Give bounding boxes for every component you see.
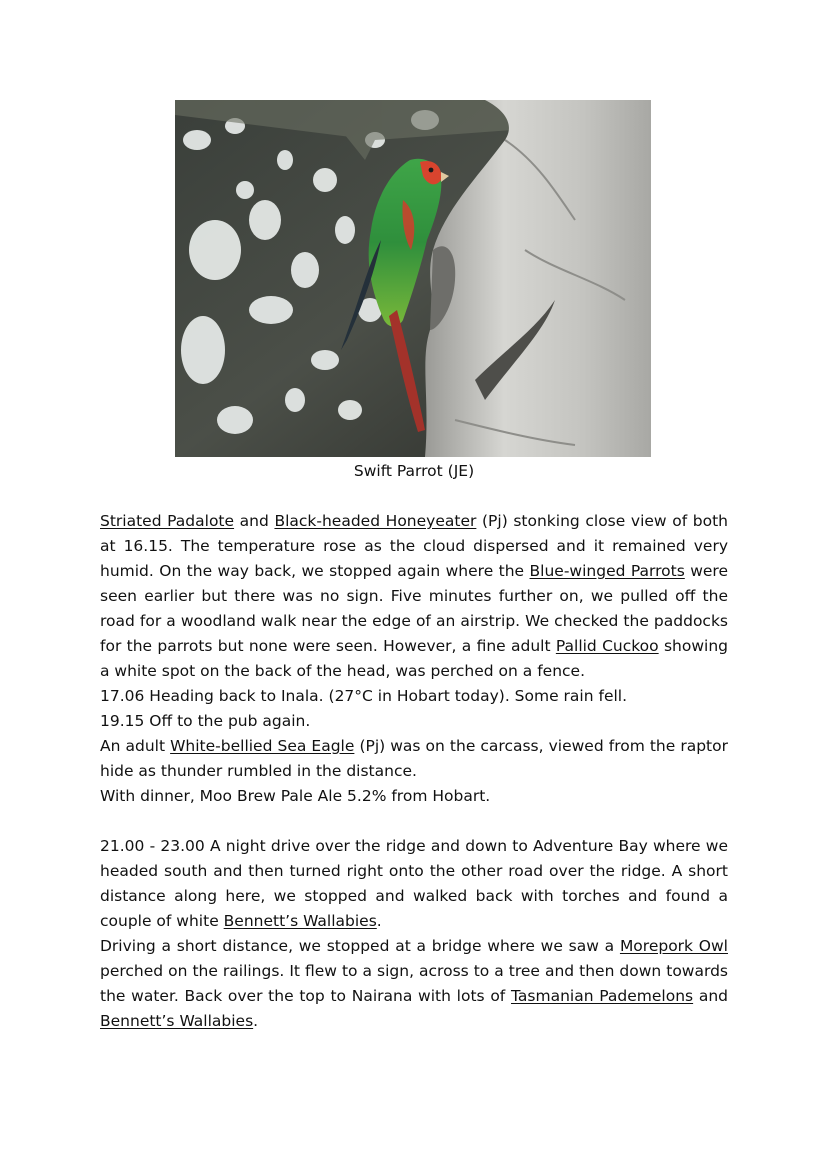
body-text: Driving a short distance, we stopped at a bridge where we saw a — [100, 937, 620, 955]
species-link: Striated Padalote — [100, 512, 235, 530]
species-link: White-bellied Sea Eagle — [170, 737, 355, 755]
paragraph-padalote — [100, 509, 728, 684]
body-text: perched on the railings. It flew to a sign, across to a tree and then down towards the water. Back over the top to Nairana with lots of — [100, 962, 728, 1005]
paragraph-sea-eagle — [100, 734, 728, 784]
species-link: Bennett’s Wallabies — [223, 912, 377, 930]
paragraph-bridge — [100, 934, 728, 1034]
species-link: Pallid Cuckoo — [555, 637, 659, 655]
diary-section-afternoon — [100, 509, 728, 809]
body-text: (Pj) stonking close view of both at 16.15. The temperature rose as the cloud dispersed and it remained very humid. On the way back, we stopped again where the — [100, 512, 728, 580]
body-text: . — [253, 1012, 259, 1030]
species-link: Bennett’s Wallabies — [100, 1012, 254, 1030]
body-text: and — [234, 512, 275, 530]
species-link: Tasmanian Pademelons — [511, 987, 694, 1005]
species-link: Black-headed Honeyeater — [274, 512, 477, 530]
paragraph-night-drive — [100, 834, 728, 934]
diary-section-night — [100, 834, 728, 1034]
body-text: . — [376, 912, 382, 930]
body-text: showing a white spot on the back of the head, was perched on a fence. — [100, 637, 728, 680]
entry-1706: 17.06 Heading back to Inala. (27°C in Hobart today). Some rain fell. — [100, 687, 628, 705]
body-text: An adult — [100, 737, 171, 755]
entry-dinner: With dinner, Moo Brew Pale Ale 5.2% from Hobart. — [100, 787, 491, 805]
photo-caption: Swift Parrot (JE) — [353, 462, 475, 480]
body-text: and — [693, 987, 728, 1005]
body-text: (Pj) was on the carcass, viewed from the raptor hide as thunder rumbled in the distance. — [100, 737, 728, 780]
body-text: were seen earlier but there was no sign. Five minutes further on, we pulled off the road for a woodland walk near the edge of an airstrip. We checked the paddocks for the parrots but none were seen. However, a fine adult — [100, 562, 729, 655]
entry-1915: 19.15 Off to the pub again. — [100, 712, 311, 730]
species-link: Morepork Owl — [619, 937, 728, 955]
body-text: 21.00 - 23.00 A night drive over the ridge and down to Adventure Bay where we headed south and then turned right onto the other road over the ridge. A short distance along here, we stopped and walked back with torches and found a couple of white — [100, 837, 728, 930]
swift-parrot-photo — [175, 100, 651, 457]
species-link: Blue-winged Parrots — [529, 562, 685, 580]
